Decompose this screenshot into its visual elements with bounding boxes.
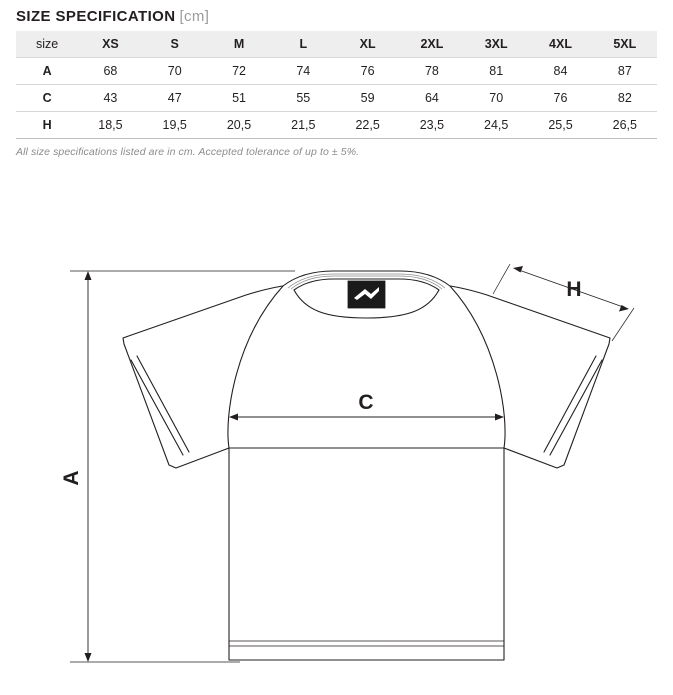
cell-c-l: 55 bbox=[271, 85, 335, 112]
dimension-c bbox=[229, 414, 504, 421]
right-sleeve-hem bbox=[550, 360, 602, 455]
cell-h-xs: 18,5 bbox=[78, 112, 142, 139]
right-armhole-seam bbox=[450, 286, 505, 448]
row-label-c: C bbox=[16, 85, 78, 112]
cell-c-m: 51 bbox=[207, 85, 271, 112]
cell-a-xl: 76 bbox=[335, 58, 399, 85]
page-title bbox=[16, 8, 209, 25]
size-table bbox=[16, 31, 657, 139]
dimension-label-c: C bbox=[358, 391, 374, 414]
table-row bbox=[16, 112, 657, 139]
cell-a-5xl: 87 bbox=[593, 58, 657, 85]
cell-a-s: 70 bbox=[143, 58, 207, 85]
cell-c-2xl: 64 bbox=[400, 85, 464, 112]
left-armhole-seam bbox=[228, 286, 283, 448]
table-header bbox=[16, 31, 657, 58]
table-header-xl: XL bbox=[335, 31, 399, 58]
cell-h-2xl: 23,5 bbox=[400, 112, 464, 139]
cell-c-xl: 59 bbox=[335, 85, 399, 112]
dimension-label-h: H bbox=[566, 278, 582, 301]
cell-h-xl: 22,5 bbox=[335, 112, 399, 139]
cell-c-3xl: 70 bbox=[464, 85, 528, 112]
cell-a-xs: 68 bbox=[78, 58, 142, 85]
row-label-h: H bbox=[16, 112, 78, 139]
table-header-l: L bbox=[271, 31, 335, 58]
table-header-row bbox=[16, 31, 657, 58]
cell-c-s: 47 bbox=[143, 85, 207, 112]
cell-h-s: 19,5 bbox=[143, 112, 207, 139]
table-row bbox=[16, 85, 657, 112]
cell-c-5xl: 82 bbox=[593, 85, 657, 112]
cell-h-3xl: 24,5 bbox=[464, 112, 528, 139]
cell-c-4xl: 76 bbox=[528, 85, 592, 112]
table-header-xs: XS bbox=[78, 31, 142, 58]
table-header-3xl: 3XL bbox=[464, 31, 528, 58]
table-header-5xl: 5XL bbox=[593, 31, 657, 58]
left-sleeve-hem bbox=[131, 360, 183, 455]
right-sleeve-hem-2 bbox=[544, 356, 596, 452]
cell-a-m: 72 bbox=[207, 58, 271, 85]
table-row bbox=[16, 58, 657, 85]
tshirt-body-outline bbox=[123, 286, 610, 660]
cell-a-4xl: 84 bbox=[528, 58, 592, 85]
dimension-a bbox=[70, 271, 295, 662]
cell-c-xs: 43 bbox=[78, 85, 142, 112]
table-header-2xl: 2XL bbox=[400, 31, 464, 58]
dimension-h bbox=[493, 264, 634, 341]
page-title-main: SIZE SPECIFICATION bbox=[16, 8, 176, 25]
table-header-m: M bbox=[207, 31, 271, 58]
cell-a-2xl: 78 bbox=[400, 58, 464, 85]
page-title-unit: [cm] bbox=[179, 8, 210, 25]
dimension-label-a: A bbox=[60, 470, 83, 486]
cell-a-3xl: 81 bbox=[464, 58, 528, 85]
cell-h-l: 21,5 bbox=[271, 112, 335, 139]
table-header-4xl: 4XL bbox=[528, 31, 592, 58]
tolerance-note: All size specifications listed are in cm. Accepted tolerance of up to ± 5%. bbox=[16, 146, 360, 158]
table-body bbox=[16, 58, 657, 139]
cell-h-m: 20,5 bbox=[207, 112, 271, 139]
cell-a-l: 74 bbox=[271, 58, 335, 85]
neck-label bbox=[348, 281, 385, 308]
cell-h-5xl: 26,5 bbox=[593, 112, 657, 139]
row-label-a: A bbox=[16, 58, 78, 85]
cell-h-4xl: 25,5 bbox=[528, 112, 592, 139]
tshirt-technical-drawing bbox=[0, 175, 673, 690]
left-sleeve-hem-2 bbox=[137, 356, 189, 452]
table-header-size: size bbox=[16, 31, 78, 58]
table-header-s: S bbox=[143, 31, 207, 58]
